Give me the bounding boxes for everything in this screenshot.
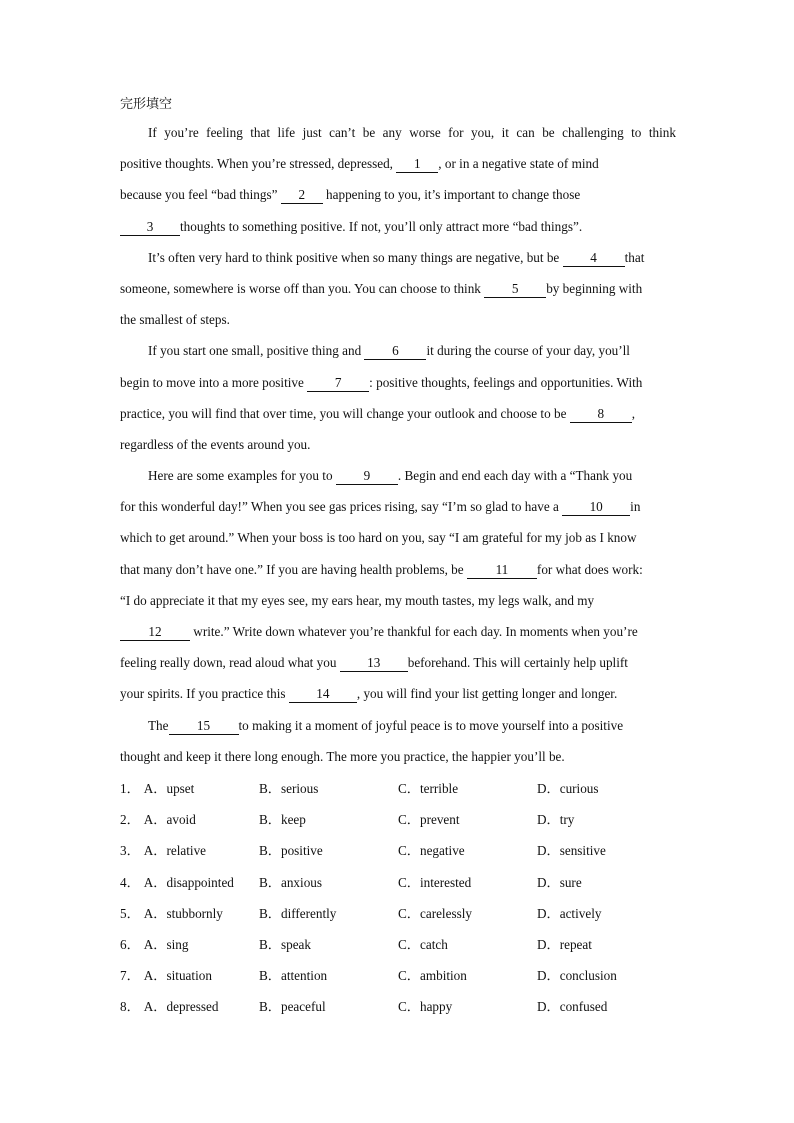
passage-text: the smallest of steps. (120, 312, 230, 328)
passage-line (120, 367, 676, 398)
passage-text: , you will find your list getting longer and longer. (356, 686, 618, 702)
passage-line (120, 273, 676, 304)
passage-text: your spirits. If you practice this (120, 686, 289, 702)
option-d: D．sure (537, 874, 582, 890)
question-number: 4． (120, 874, 140, 890)
passage-text: beforehand. This will certainly help uplift (407, 655, 628, 671)
passage-text: someone, somewhere is worse off than you. You can choose to think (120, 280, 485, 296)
blank-5: 5 (484, 281, 546, 298)
passage-line (120, 117, 676, 148)
question-number: 7． (120, 968, 140, 984)
option-b: B．speak (259, 936, 312, 952)
passage-line (120, 554, 676, 585)
question-row (120, 960, 680, 991)
passage-text: begin to move into a more positive (120, 374, 308, 390)
option-text: A．upset (143, 781, 195, 796)
blank-10: 10 (562, 499, 630, 516)
passage-text: It’s often very hard to think positive when so many things are negative, but be (148, 249, 563, 265)
passage-text: it during the course of your day, you’ll (426, 343, 630, 359)
section-title: 完形填空 (120, 97, 173, 112)
passage-line (120, 460, 676, 491)
blank-14: 14 (289, 686, 357, 703)
passage-text: . Begin and end each day with a “Thank you (397, 468, 633, 484)
option-text: A．avoid (143, 812, 196, 828)
question-number: 2． (120, 812, 140, 828)
option-b: B．serious (259, 781, 319, 796)
passage-line (120, 429, 676, 460)
passage-text: positive thoughts. When you’re stressed, depressed, (120, 156, 397, 172)
passage-text: practice, you will find that over time, you will change your outlook and choose to be (120, 405, 570, 421)
blank-12: 12 (120, 624, 190, 641)
option-b: B．attention (259, 968, 328, 984)
blank-9: 9 (336, 468, 398, 485)
passage-line (120, 616, 676, 647)
passage-text: If you start one small, positive thing and (148, 343, 365, 359)
option-c: C．negative (398, 843, 465, 859)
option-d: D．conclusion (537, 968, 617, 984)
option-b: B．differently (259, 905, 337, 921)
passage-text: for what does work: (536, 561, 643, 577)
option-a (120, 773, 259, 804)
question-number: 8． (120, 999, 140, 1015)
passage-text: , (631, 405, 636, 421)
passage-line (120, 741, 676, 772)
passage-line (120, 678, 676, 709)
passage-text: happening to you, it’s important to change those (322, 187, 581, 203)
passage-line (120, 710, 676, 741)
option-d: D．confused (537, 999, 608, 1015)
option-c: C．ambition (398, 968, 467, 984)
passage-text: that many don’t have one.” If you are having health problems, be (120, 561, 467, 577)
passage-line (120, 647, 676, 678)
blank-4: 4 (563, 250, 625, 267)
option-text: A．sing (143, 936, 189, 952)
option-c: C．happy (398, 999, 453, 1015)
passage-text: Here are some examples for you to (148, 468, 336, 484)
passage-text: which to get around.” When your boss is too hard on you, say “I am grateful for my job as I know (120, 530, 637, 546)
option-c: C．catch (398, 936, 448, 952)
option-a (120, 929, 259, 960)
cloze-passage (120, 117, 676, 772)
blank-8: 8 (570, 406, 632, 423)
option-d: D．repeat (537, 936, 592, 952)
question-row (120, 773, 680, 804)
question-number: 6． (120, 936, 140, 952)
option-d: D．actively (537, 905, 602, 921)
passage-line (120, 522, 676, 553)
passage-text: that (624, 249, 645, 265)
option-a (120, 867, 259, 898)
question-number: 1． (120, 781, 140, 796)
passage-line (120, 335, 676, 366)
option-b: B．peaceful (259, 999, 326, 1015)
passage-line (120, 491, 676, 522)
question-row (120, 929, 680, 960)
passage-line (120, 211, 676, 242)
option-text: A．situation (143, 968, 212, 984)
option-text: A．disappointed (143, 874, 234, 890)
blank-11: 11 (467, 562, 537, 579)
passage-text: by beginning with (546, 280, 643, 296)
question-row (120, 867, 680, 898)
option-c: C．terrible (398, 781, 459, 796)
passage-text: The (148, 717, 169, 733)
passage-text: : positive thoughts, feelings and opportunities. With (369, 374, 643, 390)
passage-line (120, 585, 676, 616)
passage-text: thought and keep it there long enough. The more you practice, the happier you’ll be. (120, 748, 565, 764)
question-number: 5． (120, 905, 140, 921)
option-d: D．curious (537, 781, 599, 796)
passage-text: If you’re feeling that life just can’t be any worse for you, it can be challenging to think (148, 125, 676, 140)
passage-text: regardless of the events around you. (120, 436, 311, 452)
option-a (120, 898, 259, 929)
option-b: B．positive (259, 843, 323, 859)
blank-6: 6 (364, 343, 426, 360)
option-a (120, 804, 259, 835)
question-row (120, 835, 680, 866)
blank-13: 13 (340, 655, 408, 672)
passage-text: “I do appreciate it that my eyes see, my ears hear, my mouth tastes, my legs walk, and my (120, 592, 595, 608)
blank-15: 15 (169, 718, 239, 735)
passage-line (120, 242, 676, 273)
question-row (120, 991, 680, 1022)
question-row (120, 804, 680, 835)
blank-7: 7 (307, 375, 369, 392)
option-a (120, 835, 259, 866)
passage-text: because you feel “bad things” (120, 187, 281, 203)
option-c: C．carelessly (398, 905, 472, 921)
option-c: C．interested (398, 874, 472, 890)
passage-line (120, 304, 676, 335)
option-b: B．keep (259, 812, 306, 828)
option-a (120, 991, 259, 1022)
passage-text: in (630, 499, 641, 515)
option-b: B．anxious (259, 874, 323, 890)
question-row (120, 898, 680, 929)
passage-line (120, 179, 676, 210)
blank-3: 3 (120, 219, 180, 236)
answer-options (120, 773, 680, 1023)
option-d: D．try (537, 812, 575, 828)
passage-text: for this wonderful day!” When you see gas prices rising, say “I’m so glad to have a (120, 499, 563, 515)
question-number: 3． (120, 843, 140, 859)
passage-text: thoughts to something positive. If not, you’ll only attract more “bad things”. (180, 218, 583, 234)
option-a (120, 960, 259, 991)
option-text: A．stubbornly (143, 905, 223, 921)
passage-line (120, 148, 676, 179)
passage-text: write.” Write down whatever you’re thankful for each day. In moments when you’re (190, 624, 638, 639)
blank-1: 1 (396, 156, 438, 173)
option-text: A．depressed (143, 999, 219, 1015)
passage-text: feeling really down, read aloud what you (120, 655, 340, 671)
option-text: A．relative (143, 843, 207, 859)
option-c: C．prevent (398, 812, 460, 828)
option-d: D．sensitive (537, 843, 606, 859)
passage-line (120, 398, 676, 429)
blank-2: 2 (281, 187, 323, 204)
passage-text: to making it a moment of joyful peace is to move yourself into a positive (238, 717, 624, 733)
passage-text: , or in a negative state of mind (438, 156, 599, 172)
